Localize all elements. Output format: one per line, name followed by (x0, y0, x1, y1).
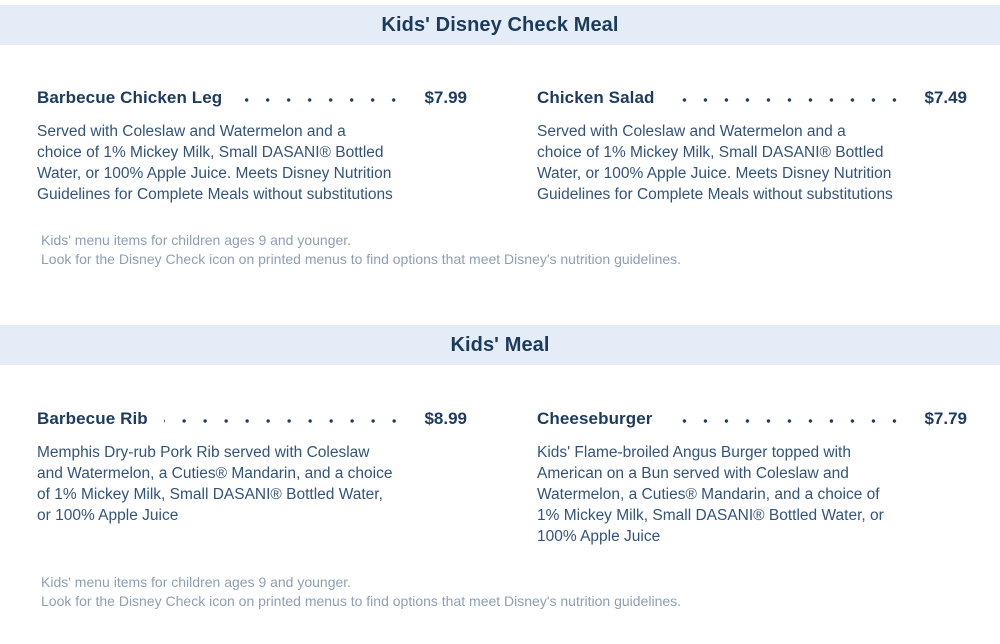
item-price: $8.99 (424, 409, 467, 428)
section-header-band (0, 5, 1000, 45)
dotted-leader (671, 98, 905, 102)
item-name: Cheeseburger (537, 409, 653, 428)
dotted-leader (164, 419, 405, 423)
menu-column-left (37, 88, 467, 205)
menu-item-barbecue-chicken-leg (37, 88, 467, 205)
section-content (0, 365, 1000, 611)
item-head (37, 88, 467, 108)
item-description: Served with Coleslaw and Watermelon and a choice of 1% Mickey Milk, Small DASANI® Bottled Water, or 100% Apple Juice. Meets Disney Nutrition Guidelines for Complete Meals without substitutions (537, 123, 893, 203)
section-header-band (0, 325, 1000, 365)
menu-item-chicken-salad (537, 88, 967, 205)
menu-columns (37, 88, 967, 205)
section-title: Kids' Disney Check Meal (381, 13, 619, 36)
section-footnotes (41, 573, 967, 611)
kids-menu-page (0, 5, 1000, 611)
item-description: Kids' Flame-broiled Angus Burger topped with American on a Bun served with Coleslaw and Watermelon, a Cuties® Mandarin, and a choice of 1% Mickey Milk, Small DASANI® Bottled Water, or 100% Apple Juice (537, 444, 884, 545)
dotted-leader (669, 419, 905, 423)
menu-column-right (537, 88, 967, 205)
menu-columns (37, 409, 967, 547)
item-head (537, 409, 967, 429)
item-description: Memphis Dry-rub Pork Rib served with Coleslaw and Watermelon, a Cuties® Mandarin, and a choice of 1% Mickey Milk, Small DASANI® Bottled Water, or 100% Apple Juice (37, 444, 393, 524)
section-title: Kids' Meal (450, 333, 550, 356)
footnote-age-note: Kids' menu items for children ages 9 and younger. (41, 574, 352, 590)
footnote-disney-check-note: Look for the Disney Check icon on printed menus to find options that meet Disney's nutrition guidelines. (41, 251, 682, 267)
item-name: Barbecue Chicken Leg (37, 88, 223, 107)
dotted-leader (238, 98, 404, 102)
item-price: $7.79 (924, 409, 967, 428)
item-name: Barbecue Rib (37, 409, 148, 428)
menu-column-right (537, 409, 967, 547)
item-price: $7.99 (424, 88, 467, 107)
section-footnotes (41, 231, 967, 269)
menu-item-cheeseburger (537, 409, 967, 547)
footnote-disney-check-note: Look for the Disney Check icon on printed menus to find options that meet Disney's nutrition guidelines. (41, 593, 682, 609)
item-head (37, 409, 467, 429)
item-name: Chicken Salad (537, 88, 655, 107)
menu-item-barbecue-rib (37, 409, 467, 526)
menu-column-left (37, 409, 467, 547)
section-kids-meal (0, 325, 1000, 611)
item-description: Served with Coleslaw and Watermelon and a choice of 1% Mickey Milk, Small DASANI® Bottled Water, or 100% Apple Juice. Meets Disney Nutrition Guidelines for Complete Meals without substitutions (37, 123, 393, 203)
section-content (0, 45, 1000, 269)
section-kids-disney-check-meal (0, 5, 1000, 269)
item-price: $7.49 (924, 88, 967, 107)
footnote-age-note: Kids' menu items for children ages 9 and younger. (41, 232, 352, 248)
item-head (537, 88, 967, 108)
